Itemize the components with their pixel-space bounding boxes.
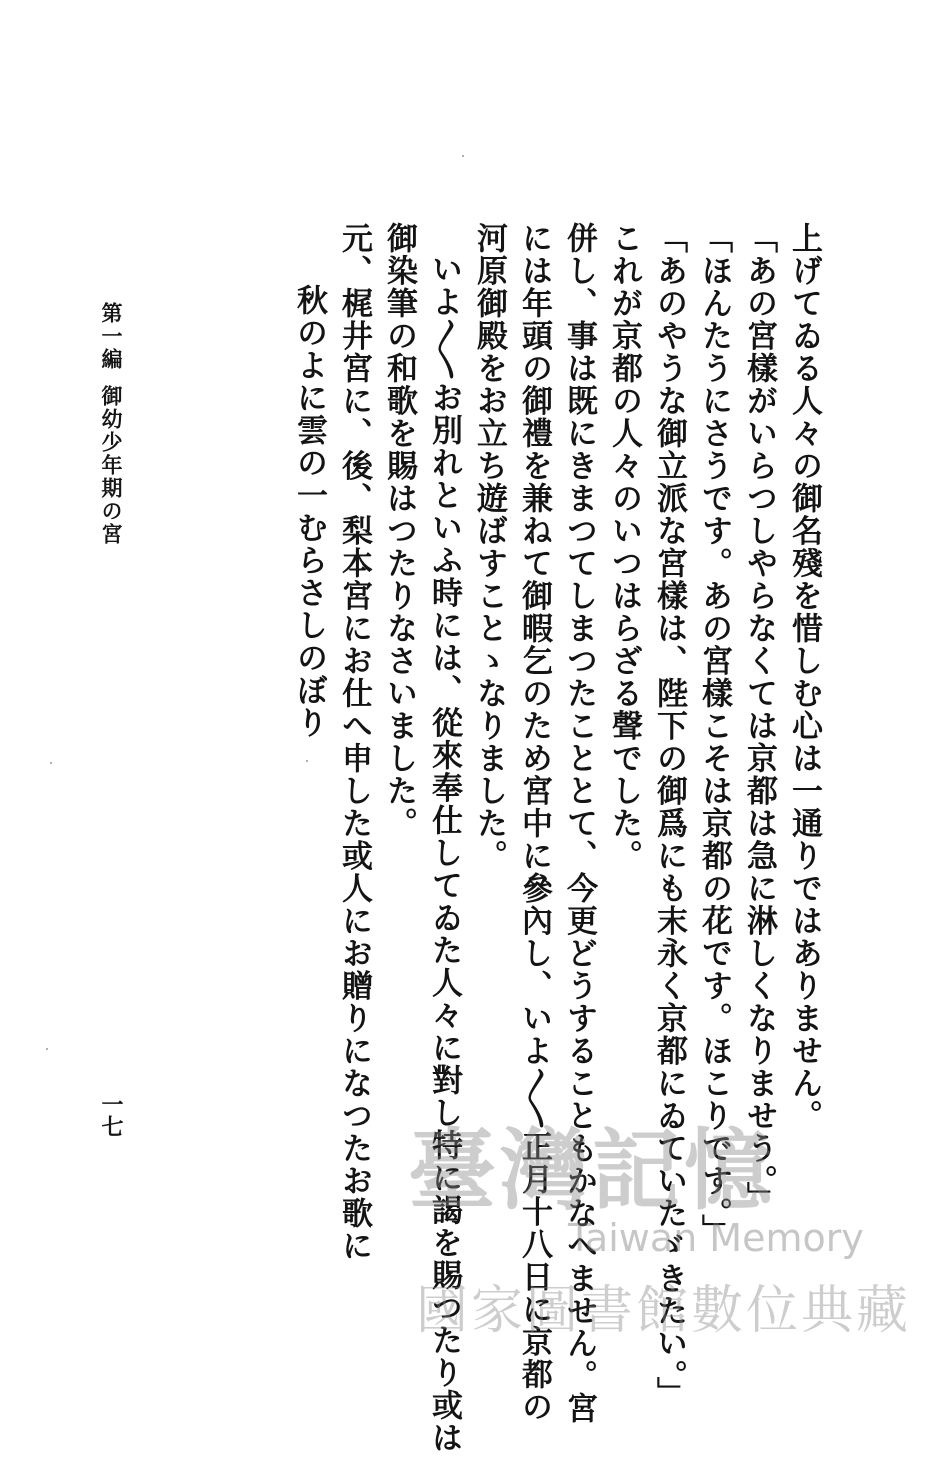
watermark-english: Taiwan Memory (568, 1216, 864, 1260)
text-line-8: 河原御殿をお立ち遊ばすことゝなりました。 (471, 222, 507, 872)
text-line-1: 上げてゐる人々の御名殘を惜しむ心は一通りではありません。 (786, 222, 822, 1132)
scan-speck (462, 155, 464, 157)
poem-line: 秋のよに雲の一むらさしのぼり (291, 284, 327, 739)
text-line-3: 「ほんたうにさうです。あの宮樣こそは京都の花です。ほこりです。」 (696, 222, 732, 1247)
page-number: 一七 (98, 1093, 124, 1137)
running-head-chapter: 御幼少年期の宮 (99, 385, 124, 546)
scan-speck (50, 762, 52, 764)
text-line-4: 「あのやうな御立派な宮樣は、陛下の御爲にも末永く京都にゐていたゞきたい。」 (651, 222, 687, 1409)
scan-speck (46, 1048, 48, 1050)
text-line-7: には年頭の御禮を兼ねて御暇乞のため宮中に參內し、いよ〱正月十八日に京都の (516, 222, 552, 1423)
text-line-2: 「あの宮樣がいらつしやらなくては京都は急に淋しくなりませう。」 (741, 222, 777, 1214)
watermark-subtitle: 國家圖書館數位典藏 (416, 1281, 912, 1341)
text-line-11: 元、梶井宮に、後、梨本宮にお仕へ申した或人にお贈りになつたお歌に (336, 222, 372, 1262)
watermark-title: 臺灣記憶 (408, 1118, 777, 1222)
running-head-part: 第一編 (99, 302, 124, 371)
watermark (408, 1118, 912, 1341)
text-line-5: これが京都の人々のいつはらざる聲でした。 (606, 222, 642, 872)
text-line-10: 御染筆の和歌を賜はつたりなさいました。 (381, 222, 417, 840)
text-line-9: いよ〱お別れといふ時には、從來奉仕してゐた人々に對し特に謁を賜つたり或は (426, 253, 462, 1454)
scan-speck (306, 760, 308, 762)
running-head (96, 302, 126, 546)
text-line-6: 併し、事は既にきまつてしまつたこととて、今更どうすることもかなへません。宮 (561, 222, 597, 1425)
